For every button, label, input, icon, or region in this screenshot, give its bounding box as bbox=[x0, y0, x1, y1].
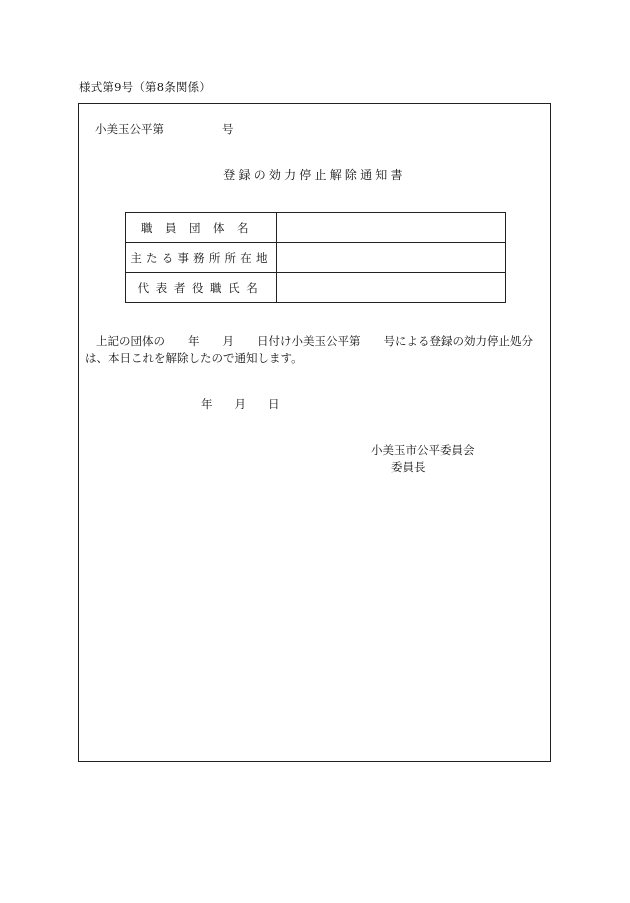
row-label-union-name: 職員団体名 bbox=[126, 213, 277, 243]
row-value-union-name bbox=[277, 213, 506, 243]
row-label-representative: 代表者役職氏名 bbox=[126, 273, 277, 303]
date-day: 日 bbox=[268, 397, 280, 411]
notice-body-line-1: 上記の団体の 年 月 日付け小美玉公平第 号による登録の効力停止処分 bbox=[96, 334, 533, 348]
reference-prefix: 小美玉公平第 bbox=[95, 122, 164, 136]
notice-body-line-2: は、本日これを解除したので通知します。 bbox=[85, 351, 303, 365]
document-frame bbox=[78, 103, 551, 762]
row-value-representative bbox=[277, 273, 506, 303]
table-row bbox=[126, 273, 506, 303]
row-value-main-office bbox=[277, 243, 506, 273]
notice-body bbox=[85, 333, 549, 367]
date-year: 年 bbox=[201, 397, 213, 411]
table-row bbox=[126, 213, 506, 243]
row-label-main-office: 主たる事務所所在地 bbox=[126, 243, 277, 273]
issue-date bbox=[201, 396, 280, 412]
table-row bbox=[126, 243, 506, 273]
date-month: 月 bbox=[234, 397, 246, 411]
document-title: 登録の効力停止解除通知書 bbox=[223, 168, 406, 182]
reference-suffix: 号 bbox=[222, 122, 234, 136]
issuer-block bbox=[371, 442, 475, 476]
form-number-label: 様式第9号（第8条関係） bbox=[79, 80, 212, 94]
issuer-title: 委員長 bbox=[391, 460, 426, 474]
reference-number bbox=[95, 121, 234, 137]
issuer-organization: 小美玉市公平委員会 bbox=[371, 443, 475, 457]
organization-info-table bbox=[125, 212, 506, 303]
